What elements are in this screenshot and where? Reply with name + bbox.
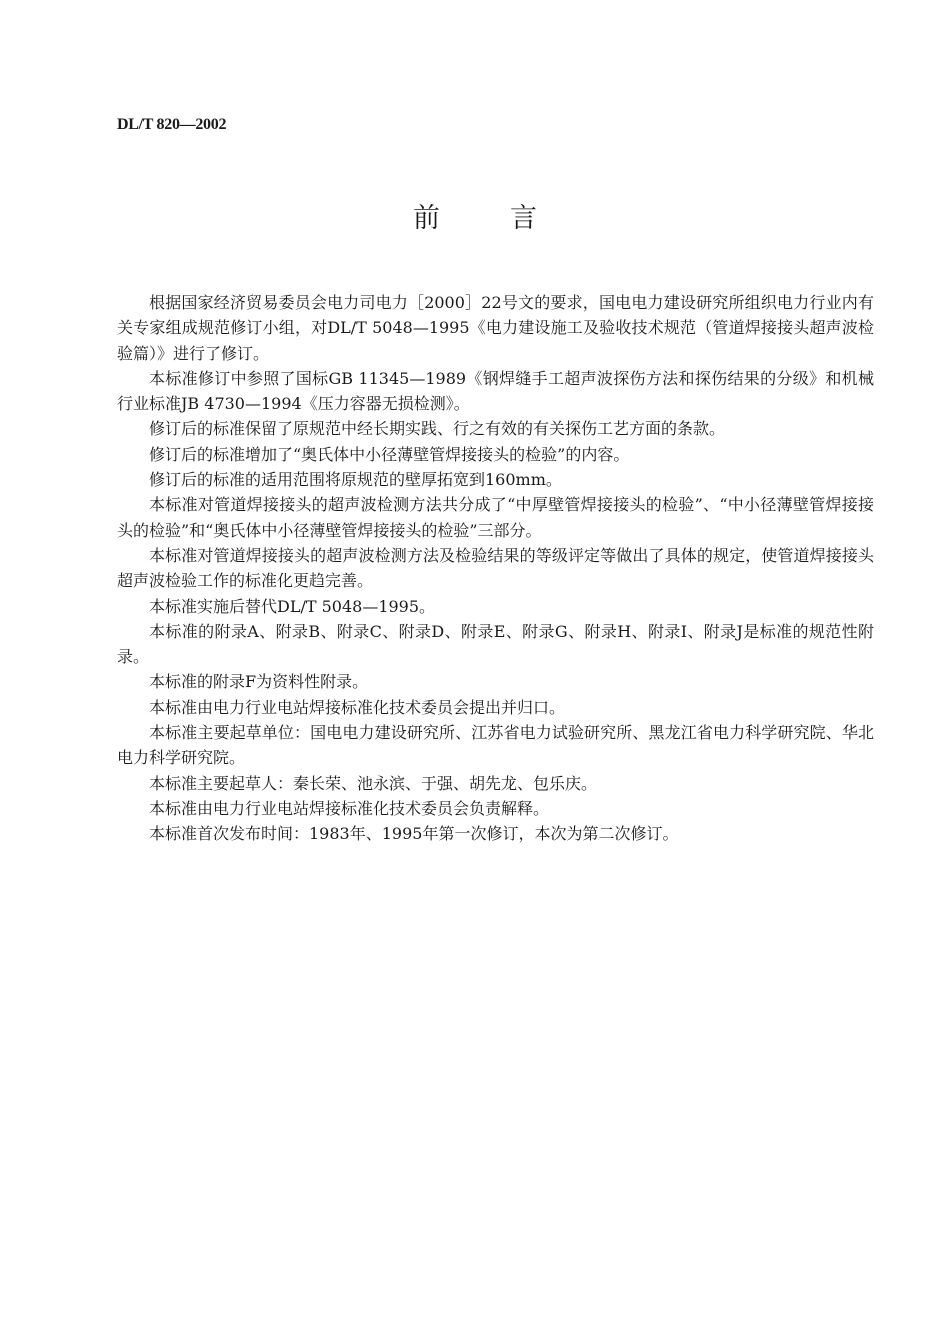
paragraph: 本标准修订中参照了国标GB 11345—1989《钢焊缝手工超声波探伤方法和探伤结果的分级》和机械行业标准JB 4730—1994《压力容器无损检测》。 [117, 368, 874, 414]
paragraph: 本标准由电力行业电站焊接标准化技术委员会负责解释。 [149, 798, 550, 818]
paragraph: 本标准主要起草单位：国电电力建设研究所、江苏省电力试验研究所、黑龙江省电力科学研究院、华北电力科学研究院。 [117, 723, 874, 768]
paragraph: 修订后的标准保留了原规范中经长期实践、行之有效的有关探伤工艺方面的条款。 [149, 419, 726, 439]
paragraph: 本标准主要起草人：秦长荣、池永滨、于强、胡先龙、包乐庆。 [149, 773, 598, 793]
paragraph: 本标准的附录F为资料性附录。 [149, 672, 369, 692]
document-body [117, 290, 874, 847]
paragraph: 本标准的附录A、附录B、附录C、附录D、附录E、附录G、附录H、附录I、附录J是标准的规范性附录。 [117, 621, 874, 667]
document-code: DL/T 820—2002 [117, 116, 227, 133]
paragraph: 修订后的标准的适用范围将原规范的壁厚拓宽到160mm。 [149, 470, 562, 490]
page-title: 前言 [413, 203, 607, 234]
paragraph: 本标准由电力行业电站焊接标准化技术委员会提出并归口。 [149, 697, 566, 717]
paragraph: 根据国家经济贸易委员会电力司电力［2000］22号文的要求，国电电力建设研究所组织电力行业内有关专家组成规范修订小组，对DL/T 5048—1995《电力建设施工及验收技术规范（管道焊接接头超声波检验篇）》进行了修订。 [117, 293, 874, 363]
paragraph: 本标准对管道焊接接头的超声波检测方法及检验结果的等级评定等做出了具体的规定，使管道焊接接头超声波检验工作的标准化更趋完善。 [117, 545, 874, 591]
paragraph: 本标准对管道焊接接头的超声波检测方法共分成了“中厚壁管焊接接头的检验”、“中小径薄壁管焊接接头的检验”和“奥氏体中小径薄壁管焊接接头的检验”三部分。 [117, 495, 874, 540]
paragraph: 本标准实施后替代DL/T 5048—1995。 [149, 596, 436, 616]
paragraph: 修订后的标准增加了“奥氏体中小径薄壁管焊接接头的检验”的内容。 [149, 444, 630, 464]
paragraph: 本标准首次发布时间：1983年、1995年第一次修订，本次为第二次修订。 [149, 824, 679, 844]
